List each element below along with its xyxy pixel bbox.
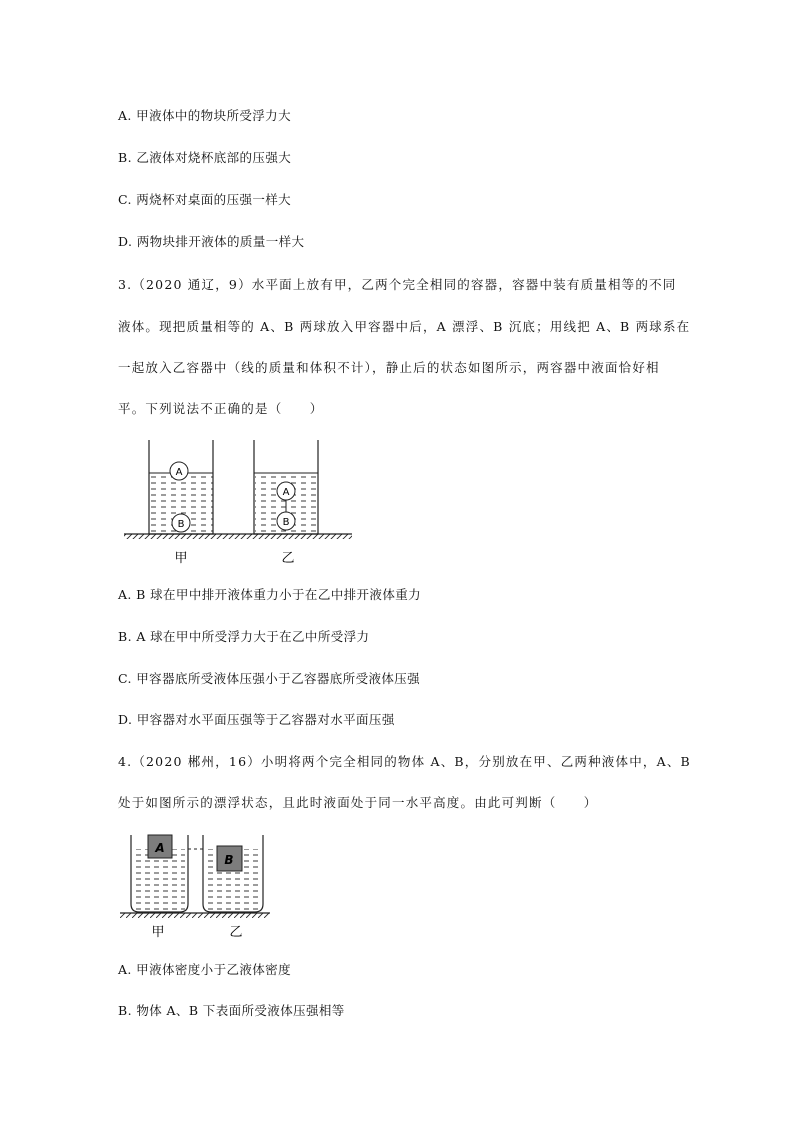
q4-block-a-label: A — [155, 841, 165, 855]
q3-ball-b-right-label: B — [282, 517, 290, 528]
q3-stem-line-3: 一起放入乙容器中（线的质量和体积不计），静止后的状态如图所示，两容器中液面恰好相 — [118, 360, 660, 375]
q3-container-right — [254, 440, 318, 534]
q3-label-yi: 乙 — [281, 551, 295, 566]
q3-stem-line-1: 3.（2020 通辽，9）水平面上放有甲，乙两个完全相同的容器，容器中装有质量相等的不同 — [118, 277, 677, 292]
q3-stem-line-2: 液体。现把质量相等的 A、B 两球放入甲容器中后，A 漂浮、B 沉底；用线把 A、B 两球系在 — [118, 319, 691, 334]
q2-option-b: B. 乙液体对烧杯底部的压强大 — [118, 150, 292, 165]
q3-option-d: D. 甲容器对水平面压强等于乙容器对水平面压强 — [118, 712, 395, 727]
q3-option-a: A. B 球在甲中排开液体重力小于在乙中排开液体重力 — [118, 587, 422, 602]
q4-option-b: B. 物体 A、B 下表面所受液体压强相等 — [118, 1003, 345, 1018]
q4-stem-line-2: 处于如图所示的漂浮状态，且此时液面处于同一水平高度。由此可判断（ ） — [118, 795, 598, 810]
q3-ball-a-right-label: A — [282, 487, 290, 498]
q3-ball-a-left-label: A — [175, 467, 183, 478]
q4-beaker-left — [131, 835, 188, 912]
q3-stem-line-4: 平。下列说法不正确的是（ ） — [118, 401, 324, 416]
q4-figure — [120, 835, 270, 940]
q3-container-left — [149, 440, 213, 534]
q4-label-jia: 甲 — [151, 925, 165, 940]
q3-label-jia: 甲 — [174, 551, 188, 566]
q4-label-yi: 乙 — [229, 925, 243, 940]
q3-option-c: C. 甲容器底所受液体压强小于乙容器底所受液体压强 — [118, 671, 421, 686]
q2-option-d: D. 两物块排开液体的质量一样大 — [118, 234, 305, 249]
q4-beaker-right — [203, 835, 263, 912]
q4-stem-line-1: 4.（2020 郴州，16）小明将两个完全相同的物体 A、B，分别放在甲、乙两种液体中，A、B — [118, 754, 691, 769]
q4-option-a: A. 甲液体密度小于乙液体密度 — [118, 962, 291, 977]
q4-block-b-label: B — [224, 853, 234, 867]
q3-ball-b-left-label: B — [177, 519, 185, 530]
q2-option-a: A. 甲液体中的物块所受浮力大 — [118, 108, 291, 123]
q3-ground — [124, 534, 352, 539]
q3-option-b: B. A 球在甲中所受浮力大于在乙中所受浮力 — [118, 629, 370, 644]
q2-option-c: C. 两烧杯对桌面的压强一样大 — [118, 192, 292, 207]
